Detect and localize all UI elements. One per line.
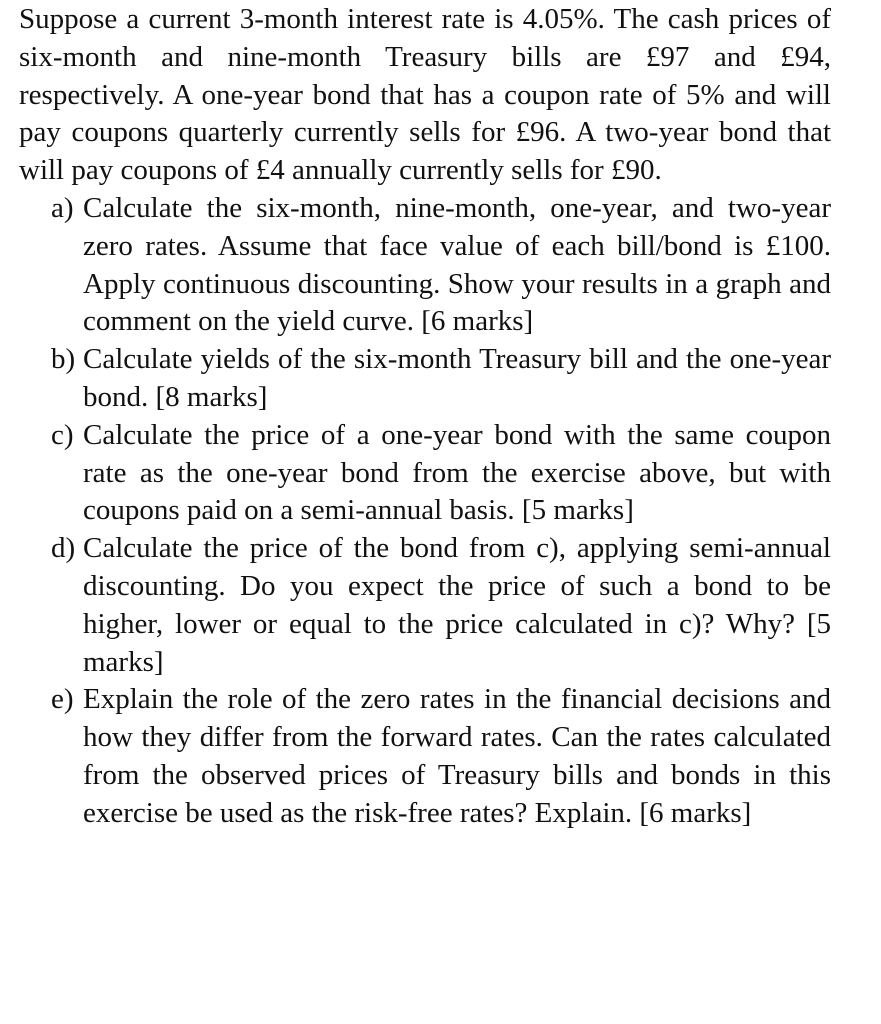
question-d: [19, 530, 831, 681]
question-text: Explain the role of the zero rates in the financial decisions and how they differ from the forward rates. Can the rates calculated from the observed prices of Treasury bills and bonds in this exercise be used as the risk-free rates? Explain. [6 marks]: [83, 683, 831, 829]
question-label: a): [51, 191, 74, 224]
question-text: Calculate yields of the six-month Treasury bill and the one-year bond. [8 marks]: [83, 343, 831, 413]
question-text: Calculate the price of a one-year bond with the same coupon rate as the one-year bond from the exercise above, but with coupons paid on a semi-annual basis. [5 marks]: [83, 418, 831, 527]
question-b: [19, 341, 831, 417]
intro-paragraph: Suppose a current 3-month interest rate is 4.05%. The cash prices of six-month and nine-month Treasury bills are £97 and £94, respectively. A one-year bond that has a coupon rate of 5% and will pay coupons quarterly currently sells for £96. A two-year bond that will pay coupons of £4 annually currently sells for £90.: [19, 3, 831, 187]
question-e: [19, 681, 831, 832]
question-document: [19, 0, 831, 833]
question-text: Calculate the price of the bond from c), applying semi-annual discounting. Do you expect the price of such a bond to be higher, lower or equal to the price calculated in c)? Why? [5 marks]: [83, 532, 831, 678]
question-list: [19, 190, 831, 833]
question-label: b): [51, 343, 76, 376]
question-label: e): [51, 683, 74, 716]
question-a: [19, 190, 831, 341]
question-label: c): [51, 418, 74, 451]
question-c: [19, 417, 831, 530]
question-text: Calculate the six-month, nine-month, one-year, and two-year zero rates. Assume that face value of each bill/bond is £100. Apply continuous discounting. Show your results in a graph and comment on the yield curve. [6 marks]: [83, 191, 831, 338]
question-label: d): [51, 532, 76, 565]
